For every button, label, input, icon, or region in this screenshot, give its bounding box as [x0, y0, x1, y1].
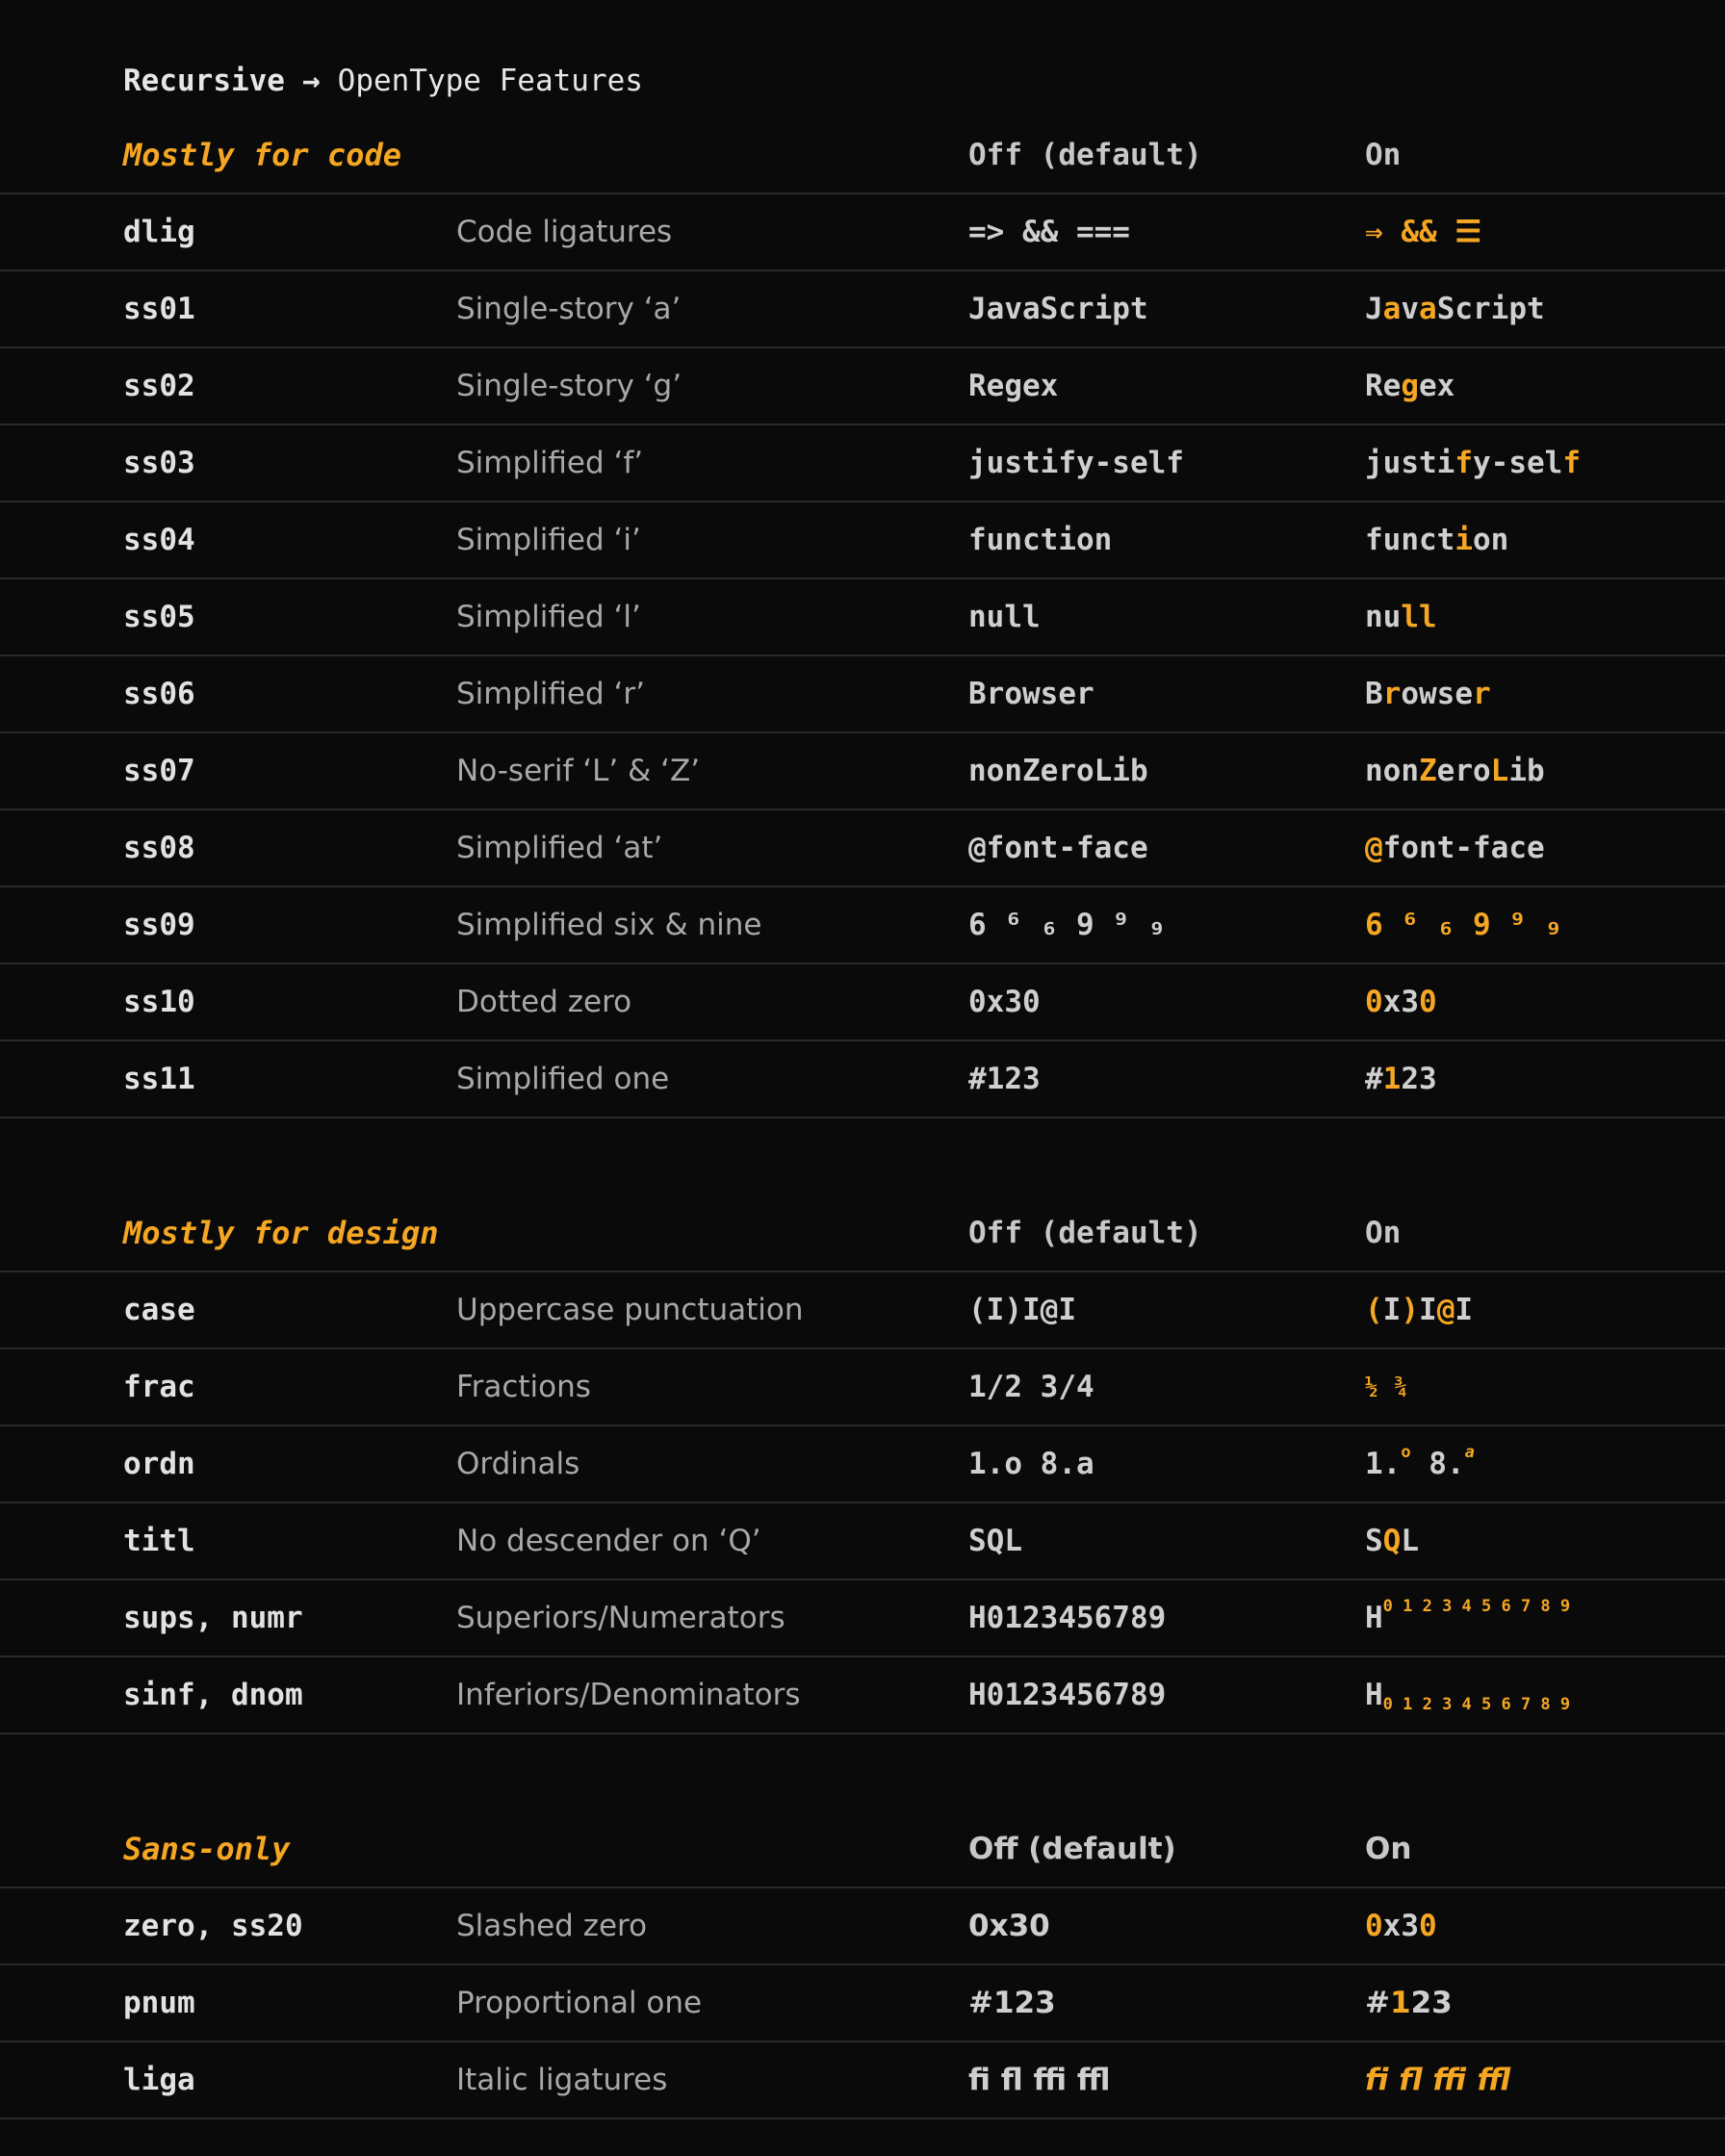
- sample-on: ( I ) I @ I: [1365, 1293, 1474, 1327]
- feature-tag: ss08: [123, 831, 195, 865]
- feature-desc: Uppercase punctuation: [456, 1293, 804, 1327]
- table-row: [0, 887, 1725, 964]
- sample-on: # 1 23: [1365, 1062, 1437, 1096]
- feature-desc: Slashed zero: [456, 1909, 648, 1943]
- sample-off: @font-face: [968, 831, 1148, 865]
- off-column-header: Off (default): [968, 1216, 1202, 1250]
- feature-tag: ss11: [123, 1062, 195, 1096]
- section-sans-only: [0, 1811, 1725, 2119]
- feature-desc: Single-story ‘g’: [456, 369, 682, 403]
- sample-on: non Z ero L ib: [1365, 754, 1545, 788]
- feature-desc: Italic ligatures: [456, 2063, 668, 2097]
- sample-off: null: [968, 600, 1041, 634]
- feature-desc: No-serif ‘L’ & ‘Z’: [456, 754, 701, 788]
- sample-off: (I)I@I: [968, 1293, 1076, 1327]
- sample-on: B r owse r: [1365, 677, 1491, 711]
- feature-desc: Simplified ‘f’: [456, 446, 644, 480]
- table-row: [0, 425, 1725, 502]
- sample-off: 0x30: [968, 985, 1041, 1019]
- feature-desc: Code ligatures: [456, 215, 673, 249]
- sample-off: 1/2 3/4: [968, 1370, 1094, 1404]
- sample-off: fi fl ffi ffl: [968, 2063, 1111, 2097]
- feature-desc: Simplified ‘i’: [456, 523, 641, 557]
- ligature-samples: ⇒ && ☰: [1365, 215, 1482, 249]
- sample-off: JavaScript: [968, 292, 1148, 326]
- feature-desc: Simplified ‘l’: [456, 600, 641, 634]
- sample-off: 0x30: [968, 1909, 1050, 1943]
- sample-on: 6 ⁶ ₆ 9 ⁹ ₉: [1365, 908, 1563, 942]
- sample-off: => && ===: [968, 215, 1130, 249]
- table-row: [0, 1272, 1725, 1349]
- table-row: [0, 1657, 1725, 1734]
- feature-desc: Simplified six & nine: [456, 908, 762, 942]
- feature-desc: Simplified one: [456, 1062, 670, 1096]
- sample-off: SQL: [968, 1524, 1022, 1558]
- sample-on: Re g ex: [1365, 369, 1455, 403]
- feature-tag: ss01: [123, 292, 195, 326]
- feature-desc: Dotted zero: [456, 985, 632, 1019]
- section-title: Sans-only: [123, 1831, 291, 1867]
- table-row: [0, 1580, 1725, 1657]
- feature-tag: pnum: [123, 1986, 195, 2020]
- table-row: [0, 271, 1725, 348]
- table-row: [0, 579, 1725, 656]
- feature-tag: ss06: [123, 677, 195, 711]
- feature-tag: dlig: [123, 215, 195, 249]
- off-column-header: Off (default): [968, 1832, 1176, 1866]
- sample-on: H 0 1 2 3 4 5 6 7 8 9: [1365, 1597, 1571, 1635]
- feature-desc: Fractions: [456, 1370, 591, 1404]
- sample-off: #123: [968, 1986, 1056, 2020]
- page-title: [123, 60, 643, 102]
- section-code: [0, 117, 1725, 1118]
- table-row: [0, 1041, 1725, 1118]
- table-row: [0, 1503, 1725, 1580]
- sample-on: S Q L: [1365, 1524, 1420, 1558]
- section-title: Mostly for code: [123, 137, 401, 173]
- table-row: [0, 194, 1725, 271]
- sample-on: J a v a Script: [1365, 292, 1545, 326]
- feature-tag: case: [123, 1293, 195, 1327]
- feature-desc: Proportional one: [456, 1986, 703, 2020]
- sample-off: H0123456789: [968, 1601, 1167, 1635]
- sample-on: 1. o 8. a: [1365, 1443, 1475, 1481]
- section-header: [0, 1811, 1725, 1888]
- feature-tag: ss10: [123, 985, 195, 1019]
- section-title: Mostly for design: [123, 1215, 439, 1251]
- sample-on: justi f y-sel f: [1365, 446, 1581, 480]
- feature-tag: liga: [123, 2063, 195, 2097]
- sample-on: 0 x3 0: [1365, 1909, 1437, 1943]
- sample-off: function: [968, 523, 1113, 557]
- section-header: [0, 117, 1725, 194]
- sample-off: #123: [968, 1062, 1041, 1096]
- sample-off: H0123456789: [968, 1678, 1167, 1712]
- sample-off: 1.o 8.a: [968, 1447, 1094, 1481]
- feature-tag: sups, numr: [123, 1601, 303, 1635]
- table-row: [0, 733, 1725, 810]
- table-row: [0, 810, 1725, 887]
- feature-desc: Single-story ‘a’: [456, 292, 682, 326]
- sample-off: justify-self: [968, 446, 1184, 480]
- sample-on: 0 x3 0: [1365, 985, 1437, 1019]
- feature-desc: Superiors/Numerators: [456, 1601, 785, 1635]
- table-row: [0, 656, 1725, 733]
- feature-desc: Inferiors/Denominators: [456, 1678, 801, 1712]
- on-column-header: On: [1365, 138, 1402, 172]
- fraction-samples: ½ ¾: [1365, 1374, 1409, 1399]
- table-row: [0, 348, 1725, 425]
- table-row: [0, 502, 1725, 579]
- sample-off: Browser: [968, 677, 1094, 711]
- table-row: [0, 1349, 1725, 1426]
- table-row: [0, 964, 1725, 1041]
- sample-on: funct i on: [1365, 523, 1509, 557]
- feature-desc: No descender on ‘Q’: [456, 1524, 761, 1558]
- feature-tag: sinf, dnom: [123, 1678, 303, 1712]
- section-design: [0, 1195, 1725, 1734]
- sample-off: 6 ⁶ ₆ 9 ⁹ ₉: [968, 908, 1167, 942]
- feature-tag: ss03: [123, 446, 195, 480]
- sample-on: fi fl ffi ffl: [1365, 2063, 1511, 2097]
- feature-tag: ss09: [123, 908, 195, 942]
- sample-on: [1365, 194, 1481, 270]
- sample-on: nu ll: [1365, 600, 1437, 634]
- feature-desc: Simplified ‘at’: [456, 831, 663, 865]
- table-row: [0, 1965, 1725, 2042]
- sample-on: [1365, 1349, 1409, 1424]
- feature-tag: zero, ss20: [123, 1909, 303, 1943]
- off-column-header: Off (default): [968, 138, 1202, 172]
- brand-name: Recursive: [123, 64, 285, 98]
- sample-on: H 0 1 2 3 4 5 6 7 8 9: [1365, 1678, 1571, 1714]
- feature-tag: ss05: [123, 600, 195, 634]
- table-row: [0, 1426, 1725, 1503]
- feature-tag: ss07: [123, 754, 195, 788]
- feature-tag: frac: [123, 1370, 195, 1404]
- page-subtitle: OpenType Features: [337, 64, 643, 98]
- feature-tag: ordn: [123, 1447, 195, 1481]
- sample-on: # 1 23: [1365, 1986, 1453, 2020]
- feature-tag: ss02: [123, 369, 195, 403]
- sample-on: @ font-face: [1365, 831, 1545, 865]
- feature-desc: Simplified ‘r’: [456, 677, 645, 711]
- arrow-icon: →: [301, 64, 321, 98]
- feature-tag: ss04: [123, 523, 195, 557]
- on-column-header: On: [1365, 1216, 1402, 1250]
- table-row: [0, 1888, 1725, 1965]
- feature-tag: titl: [123, 1524, 195, 1558]
- table-row: [0, 2042, 1725, 2119]
- on-column-header: On: [1365, 1832, 1412, 1866]
- feature-desc: Ordinals: [456, 1447, 580, 1481]
- sample-off: Regex: [968, 369, 1059, 403]
- section-header: [0, 1195, 1725, 1272]
- sample-off: nonZeroLib: [968, 754, 1148, 788]
